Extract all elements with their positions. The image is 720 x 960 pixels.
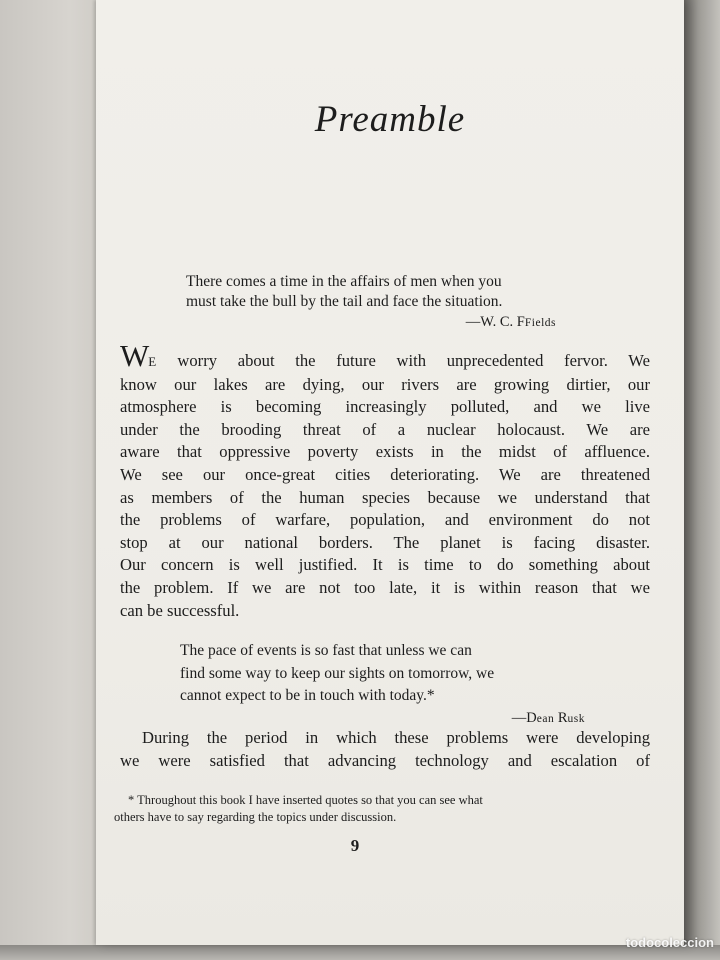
page-title: Preamble xyxy=(314,99,466,140)
page-bottom-shadow xyxy=(0,945,720,960)
body-paragraph xyxy=(120,338,650,622)
body-line: We see our once-great cities deteriorating. We are threatened xyxy=(120,464,650,484)
body-line: know our lakes are dying, our rivers are growing dirtier, our xyxy=(120,374,650,394)
body-line: Our concern is well justified. It is time to do something about xyxy=(120,555,650,575)
attribution-smallcaps-2: usk xyxy=(567,712,585,725)
inline-quote xyxy=(180,640,585,729)
epigraph-line: There comes a time in the affairs of men when you xyxy=(186,273,502,290)
page-number: 9 xyxy=(350,836,360,855)
footnote-line: * Throughout this book I have inserted quotes so that you can see what xyxy=(128,793,483,807)
footnote-line: others have to say regarding the topics under discussion. xyxy=(114,810,397,824)
quote-attribution xyxy=(180,708,585,729)
first-word-smallcap: E xyxy=(148,354,157,369)
book-page xyxy=(96,0,684,945)
quote-line: cannot expect to be in touch with today.* xyxy=(180,687,435,704)
body2-line: we were satisfied that advancing technology and escalation of xyxy=(120,750,650,770)
page-gutter-shadow xyxy=(684,0,720,960)
watermark: todocoleccion xyxy=(625,935,714,950)
drop-cap: W xyxy=(120,338,149,373)
quote-line: The pace of events is so fast that unless we can xyxy=(180,642,472,659)
epigraph-attribution xyxy=(186,312,556,333)
body-line: atmosphere is becoming increasingly polluted, and we live xyxy=(120,397,650,417)
book-cover-edge xyxy=(0,0,100,960)
attribution-prefix: —W. C. xyxy=(465,314,517,330)
body-line: aware that oppressive poverty exists in the midst of affluence. xyxy=(120,442,650,462)
attribution-smallcaps: Fields xyxy=(524,317,556,329)
first-line-text: worry about the future with unprecedented fervor. We xyxy=(156,351,650,370)
body-line-last: can be successful. xyxy=(120,600,240,620)
body-line-first xyxy=(120,338,650,374)
attribution-initial-r: R xyxy=(557,709,568,726)
attribution-initial: F xyxy=(516,314,525,330)
body-paragraph-2 xyxy=(120,727,650,772)
attribution-smallcaps-1: ean xyxy=(536,712,555,725)
body-line: the problems of warfare, population, and environment do not xyxy=(120,510,650,530)
attribution-initial-d: D xyxy=(526,709,537,726)
body-line: the problem. If we are not too late, it is within reason that we xyxy=(120,577,650,597)
attribution-dash: — xyxy=(511,709,527,726)
body-line: as members of the human species because we understand that xyxy=(120,487,650,507)
body-line: stop at our national borders. The planet is facing disaster. xyxy=(120,532,650,552)
epigraph-line: must take the bull by the tail and face the situation. xyxy=(186,293,503,310)
body2-line: During the period in which these problems were developing xyxy=(142,728,650,747)
quote-line: find some way to keep our sights on tomorrow, we xyxy=(180,664,495,682)
footnote xyxy=(114,792,634,826)
epigraph xyxy=(186,272,556,333)
body-line: under the brooding threat of a nuclear holocaust. We are xyxy=(120,419,650,439)
